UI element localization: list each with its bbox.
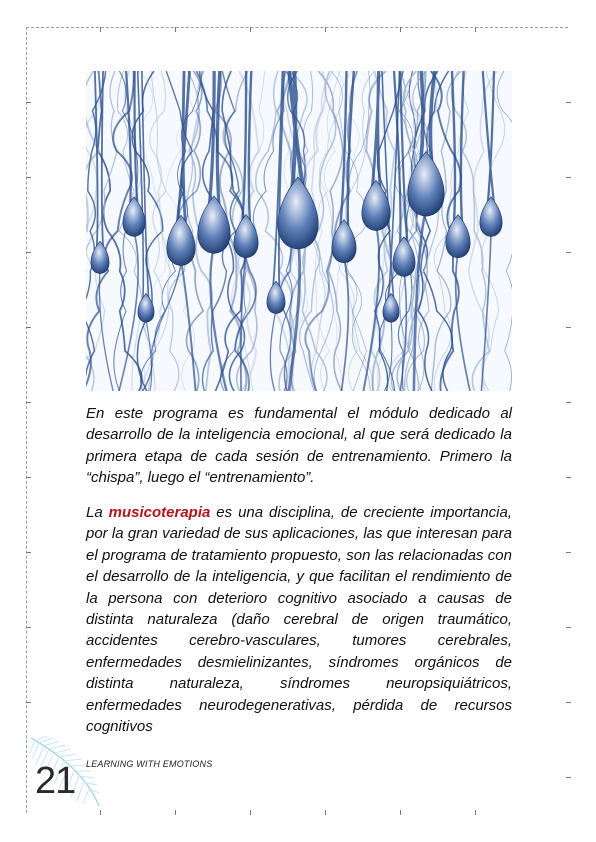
apical-dendrite <box>338 71 354 246</box>
paragraph-2-rest: es una disciplina, de creciente importancia, por la gran variedad de sus aplicaciones, las que interesan para el programa de tratamiento propuesto, son las relacionadas con el desarrollo de la inteligencia, y que facilitan el rendimiento de la persona con deterioro cognitivo asociado a causas de distinta naturaleza (daño cerebral de origen traumático, accidentes cerebro-vasculares, tumores cerebrales, enfermedades desmielinizantes, síndromes orgánicos de distinta naturaleza, síndromes neuropsiquiátricos, enfermedades neurodegenerativas, pérdida de recursos cognitivos <box>86 504 512 736</box>
neuron-soma <box>362 180 390 230</box>
neuron-soma <box>234 215 258 258</box>
axon <box>363 225 379 391</box>
axon <box>341 258 348 391</box>
axon <box>456 253 470 391</box>
neuron-soma <box>480 197 502 237</box>
footer-label: LEARNING WITH EMOTIONS <box>86 759 213 769</box>
paragraph-1: En este programa es fundamental el módulo dedicado al desarrollo de la inteligencia emocional, al que será dedicado la primera etapa de cada sesión de entrenamiento. Primero la “chispa”, luego el “entrenamiento”. <box>86 405 512 487</box>
neuron-soma <box>446 215 470 258</box>
keyword-musicoterapia: musicoterapia <box>108 504 211 521</box>
paragraph-2 <box>86 502 512 737</box>
neurons-image <box>86 71 512 391</box>
neuron-soma <box>267 281 285 313</box>
neuron-soma <box>167 215 195 265</box>
neuron-soma <box>393 237 415 277</box>
axon <box>181 260 196 391</box>
axon <box>119 232 138 391</box>
page-number: 21 <box>35 760 76 802</box>
apical-dendrite <box>272 71 285 301</box>
axon <box>270 310 276 391</box>
axon <box>99 270 113 391</box>
paragraph-2-lead: La <box>86 504 109 521</box>
neurons-illustration <box>86 71 512 391</box>
